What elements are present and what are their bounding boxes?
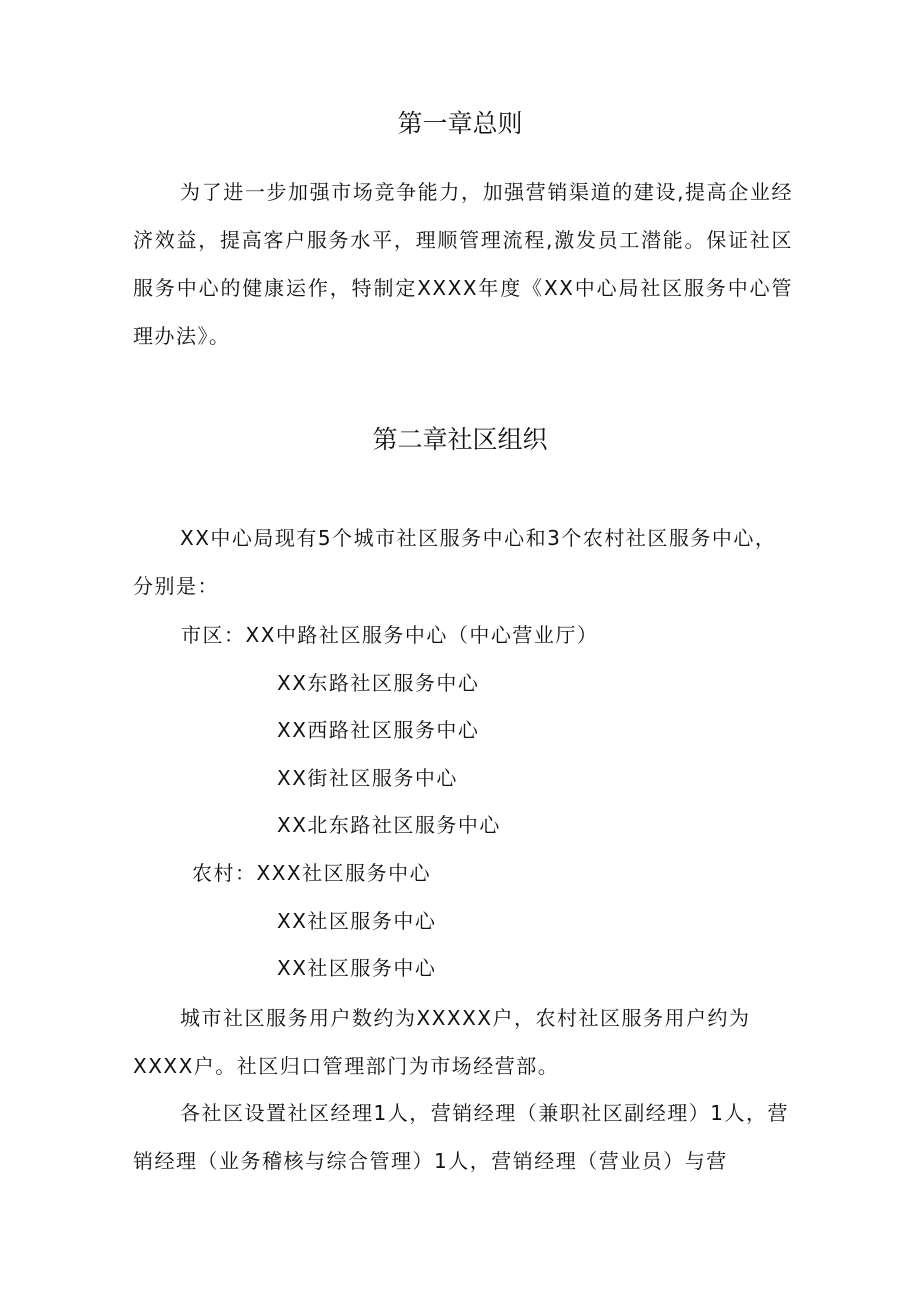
rural-center-item: XX社区服务中心: [277, 956, 437, 980]
rural-center-item: XX社区服务中心: [277, 909, 437, 933]
city-center-item: XX北东路社区服务中心: [277, 813, 501, 837]
users-paragraph: 城市社区服务用户数约为XXXXX户，农村社区服务用户约为XXXX户。社区归口管理部门为市场经营部。: [133, 1006, 751, 1078]
chapter-1-paragraph: 为了进一步加强市场竞争能力，加强营销渠道的建设,提高企业经济效益，提高客户服务水平，理顺管理流程,激发员工潜能。保证社区服务中心的健康运作，特制定XXXX年度《XX中心局社区服务中心管理办法》。: [133, 180, 793, 348]
staff-paragraph: 各社区设置社区经理1人，营销经理（兼职社区副经理）1人，营销经理（业务稽核与综合管理）1人，营销经理（营业员）与营: [133, 1101, 789, 1173]
chapter-2-intro-paragraph: XX中心局现有5个城市社区服务中心和3个农村社区服务中心，分别是：: [133, 526, 777, 598]
city-center-item: XX街社区服务中心: [277, 766, 458, 790]
city-centers-label-line: 市区：XX中路社区服务中心（中心营业厅）: [181, 623, 599, 647]
rural-centers-label-line: 农村：XXX社区服务中心: [192, 861, 432, 885]
city-center-item: XX西路社区服务中心: [277, 718, 480, 742]
chapter-1-title: 第一章总则: [397, 109, 523, 138]
city-center-item: XX东路社区服务中心: [277, 671, 480, 695]
chapter-2-title: 第二章社区组织: [372, 425, 548, 454]
